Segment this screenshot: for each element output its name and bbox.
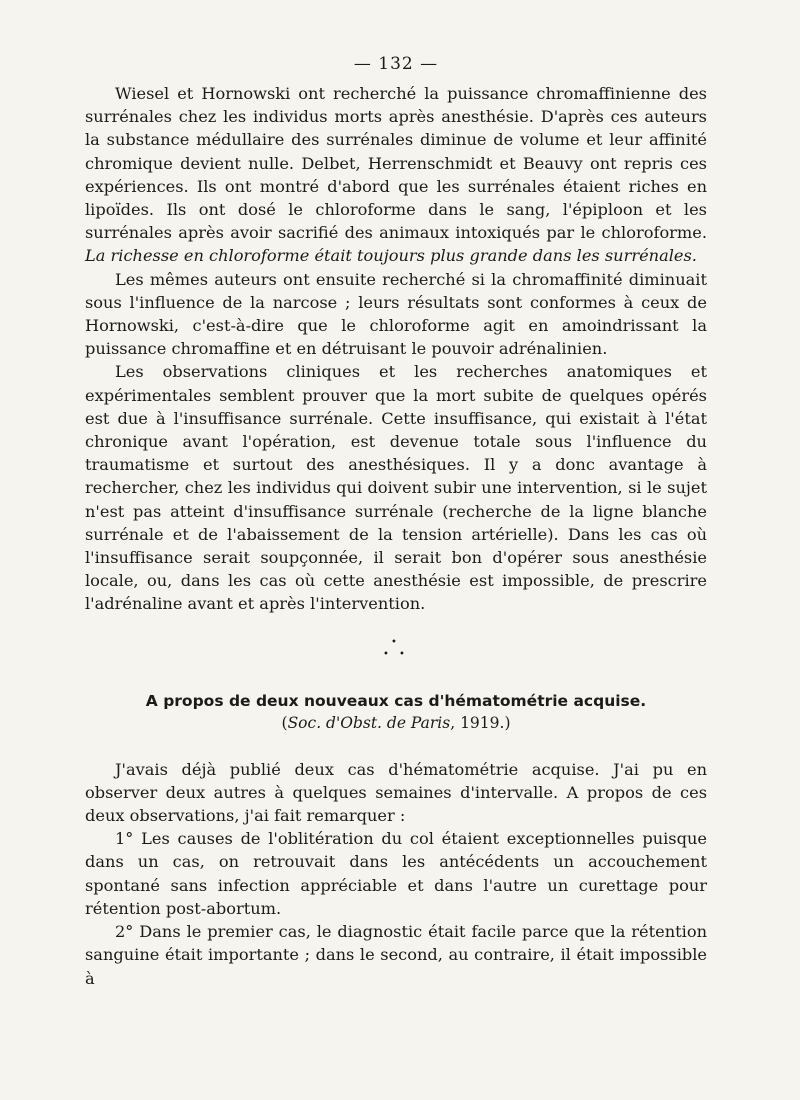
- paragraph-chromaffin-text: Wiesel et Hornowski ont recherché la puissance chromaffinienne des surrénales chez les individus morts après anesthésie. D'après ces auteurs la substance médullaire des surrénales diminue de volume et leur affinité chromique devient nulle. Delbet, Herrenschmidt et Beauvy ont repris ces expériences. Ils ont montré d'abord que les surrénales étaient riches en lipoïdes. Ils ont dosé le chloroforme dans le sang, l'épiploon et les surrénales après avoir sacrifié des animaux intoxiqués par le chloroforme.: [85, 84, 707, 243]
- paragraph-chromaffin-emphasis: La richesse en chloroforme était toujours plus grande dans les surrénales.: [85, 246, 697, 266]
- paragraph-conclusion: Les observations cliniques et les recherches anatomiques et expérimentales semblent prouver que la mort subite de quelques opérés est due à l'insuffisance surrénale. Cette insuffisance, qui existait à l'état chronique avant l'opération, est devenue totale sous l'influence du traumatisme et surtout des anesthésiques. Il y a donc avantage à rechercher, chez les individus qui doivent subir une intervention, si le sujet n'est pas atteint d'insuffisance surrénale (recherche de la ligne blanche surrénale et de l'abaissement de la tension artérielle). Dans les cas où l'insuffisance serait soupçonnée, il serait bon d'opérer sous anesthésie locale, ou, dans les cas où cette anesthésie est impossible, de prescrire l'adrénaline avant et après l'intervention.: [85, 362, 707, 614]
- section-title: A propos de deux nouveaux cas d'hématométrie acquise.: [145, 691, 647, 710]
- section-source: [85, 712, 707, 734]
- document-page: [85, 52, 707, 990]
- section-source-rest: , 1919.): [450, 713, 511, 732]
- section-separator-asterism: • • •: [383, 636, 405, 660]
- section-source-open: (: [281, 713, 288, 732]
- page-number: — 132 —: [353, 54, 439, 74]
- list-item-2: 2° Dans le premier cas, le diagnostic était facile parce que la rétention sanguine était importante ; dans le second, au contraire, il était impossible à: [85, 922, 707, 988]
- list-item-1: 1° Les causes de l'oblitération du col étaient exceptionnelles puisque dans un cas, on retrouvait dans les antécédents un accouchement spontané sans infection appréciable et dans l'autre un curettage pour rétention post-abortum.: [85, 829, 707, 918]
- paragraph-chromaffin: [85, 82, 707, 268]
- section-source-journal: Soc. d'Obst. de Paris: [287, 713, 451, 732]
- paragraph-narcose: Les mêmes auteurs ont ensuite recherché si la chromaffinité diminuait sous l'influence de la narcose ; leurs résultats sont conformes à ceux de Hornowski, c'est-à-dire que le chloroforme agit en amoindrissant la puissance chromaffine et en détruisant le pouvoir adrénalinien.: [85, 269, 707, 359]
- paragraph-intro: J'avais déjà publié deux cas d'hématométrie acquise. J'ai pu en observer deux autres à quelques semaines d'intervalle. A propos de ces deux observations, j'ai fait remarquer :: [85, 759, 707, 826]
